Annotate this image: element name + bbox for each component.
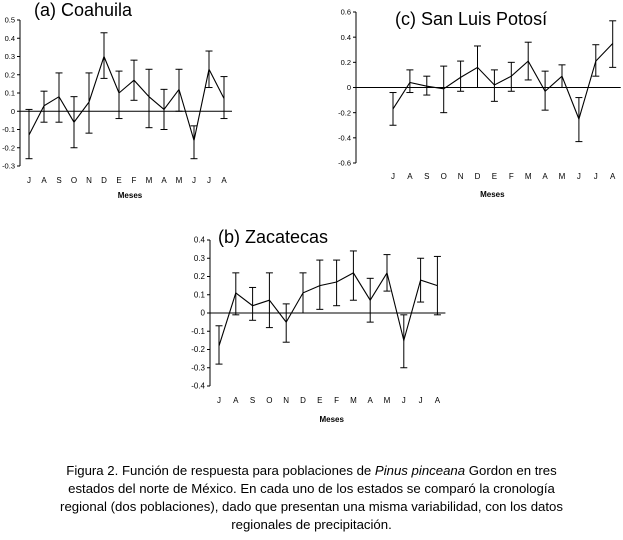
y-tick-label: 0.2 [193,272,205,282]
x-tick-label: S [424,172,430,181]
x-tick-label: M [558,172,566,181]
x-tick-label: A [610,172,616,181]
y-tick-label: 0.6 [340,7,351,17]
x-tick-label: M [175,176,183,185]
figure-caption [0,462,623,534]
series-line [393,44,613,120]
x-tick-label: A [367,396,373,405]
x-tick-label: O [440,172,447,181]
x-tick-label: E [317,396,323,405]
x-tick-label: M [145,176,153,185]
caption-line-3: regional (dos poblaciones), dado que presentan una misma variabilidad, con los datos [60,499,563,514]
y-tick-label: -0.2 [338,108,351,118]
x-tick-label: A [161,176,167,185]
x-tick-label: A [221,176,227,185]
x-tick-label: F [131,176,137,185]
x-axis-label: Meses [117,191,143,200]
x-tick-label: A [41,176,47,185]
caption-text-1: Figura 2. Función de respuesta para poblaciones de [66,463,375,478]
caption-line-4: regionales de precipitación. [231,517,392,532]
x-tick-label: J [192,176,196,185]
x-tick-label: D [300,396,306,405]
y-tick-label: -0.1 [2,125,15,135]
y-tick-label: 0.2 [4,70,15,80]
x-tick-label: D [101,176,107,185]
y-tick-label: -0.3 [191,363,205,373]
x-tick-label: J [27,176,31,185]
x-tick-label: E [491,172,498,181]
x-tick-label: F [508,172,514,181]
x-tick-label: E [116,176,122,185]
chart-panel-1 [2,0,232,200]
y-tick-label: 0.2 [340,57,351,67]
x-tick-label: S [249,396,256,405]
y-tick-label: 0.3 [4,52,15,62]
y-tick-label: 0.3 [193,253,205,263]
chart-title: (c) San Luis Potosí [395,9,548,29]
x-axis-label: Meses [319,415,344,424]
y-tick-label: 0.1 [193,290,205,300]
chart-title: (a) Coahuila [34,0,133,20]
series-line [29,57,224,141]
x-tick-label: S [56,176,62,185]
x-axis-label: Meses [480,190,505,199]
x-tick-label: F [334,396,340,405]
x-tick-label: J [418,396,423,405]
y-tick-label: 0.4 [4,33,15,43]
x-tick-label: J [593,172,598,181]
x-tick-label: O [70,176,78,185]
x-tick-label: J [391,172,395,181]
y-tick-label: -0.2 [191,345,205,355]
y-tick-label: 0 [10,106,15,116]
caption-line-2: estados del norte de México. En cada uno de los estados se comparó la cronología [68,481,555,496]
x-tick-label: J [207,176,211,185]
y-tick-label: 0.4 [193,235,205,245]
y-tick-label: -0.1 [191,326,205,336]
x-tick-label: A [407,172,413,181]
chart-title: (b) Zacatecas [218,227,329,247]
y-tick-label: -0.4 [191,381,205,391]
x-tick-label: A [233,396,239,405]
x-tick-label: N [457,172,464,181]
x-tick-label: O [266,396,273,405]
x-tick-label: A [542,172,548,181]
x-tick-label: N [283,396,290,405]
y-tick-label: 0.4 [340,32,351,42]
y-tick-label: -0.3 [2,161,15,171]
x-tick-label: A [434,396,441,405]
x-tick-label: M [524,172,532,181]
series-line [219,273,437,346]
y-tick-label: 0 [200,308,205,318]
y-tick-label: 0 [346,83,351,93]
caption-line-1 [0,462,623,480]
x-tick-label: M [350,396,357,405]
chart-panel-2 [338,8,621,199]
y-tick-label: 0.1 [4,88,15,98]
x-tick-label: N [86,176,92,185]
x-tick-label: D [474,172,481,181]
y-tick-label: 0.5 [4,15,15,25]
caption-species: Pinus pinceana [374,463,466,478]
caption-text-2: Gordon en tres [465,463,557,478]
x-tick-label: J [401,396,406,405]
y-tick-label: -0.4 [338,133,351,143]
x-tick-label: J [576,172,581,181]
x-tick-label: J [217,396,221,405]
y-tick-label: -0.6 [338,158,351,168]
y-tick-label: -0.2 [2,143,15,153]
x-tick-label: M [383,396,391,405]
chart-panel-3 [191,227,445,424]
